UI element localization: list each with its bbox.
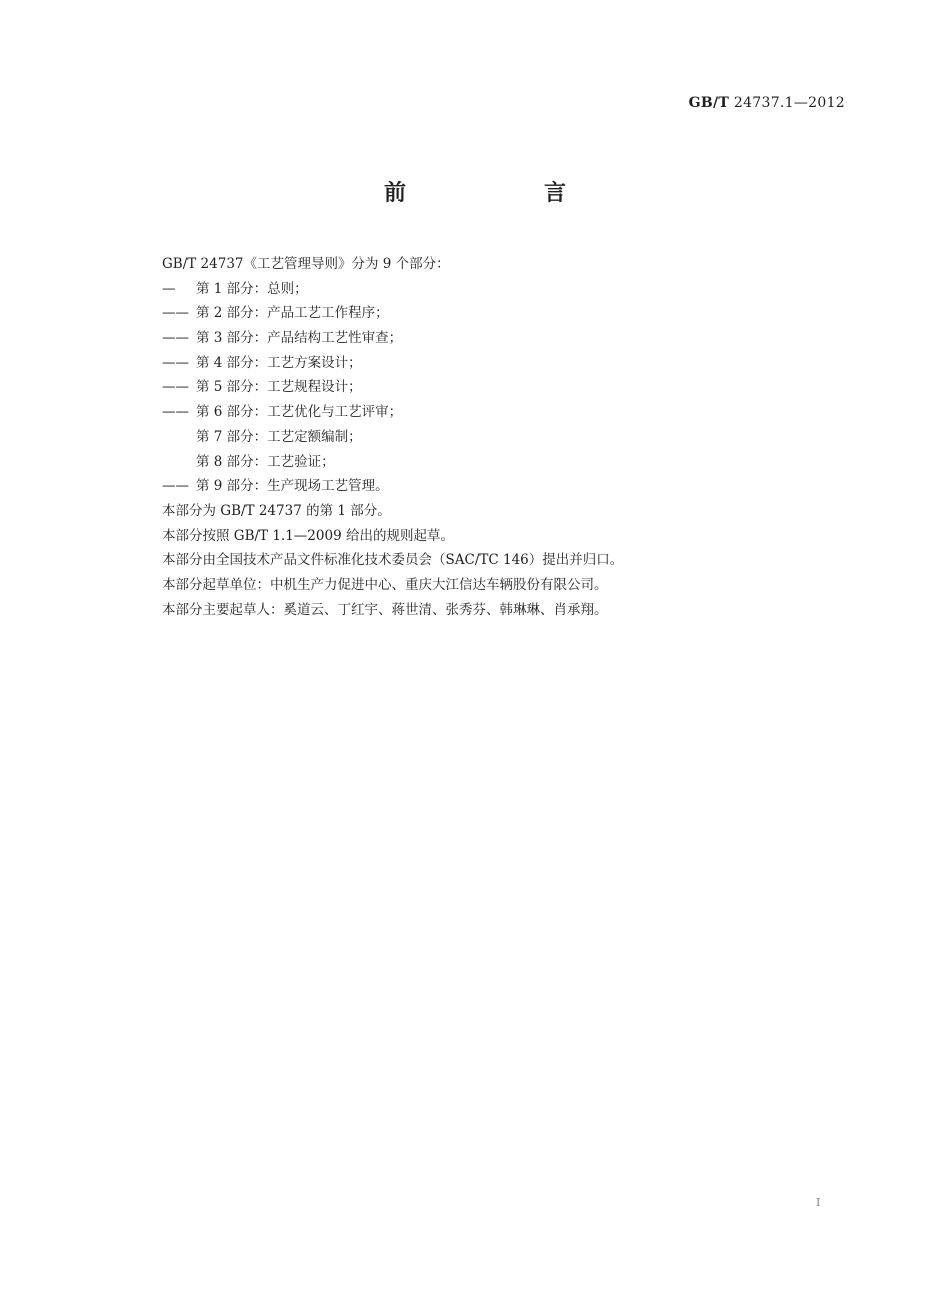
list-item-text: 第 1 部分：总则； [196,280,308,297]
list-item-text: 第 5 部分：工艺规程设计； [196,379,362,396]
statement-drafting-units: 本部分起草单位：中机生产力促进中心、重庆大江信达车辆股份有限公司。 [162,576,608,593]
list-dash: —— [162,330,189,347]
list-item [162,277,882,302]
list-dash: —— [162,379,189,396]
foreword-body [162,252,882,622]
list-item [162,474,882,499]
page-number: I [816,1196,821,1209]
list-item-text: 第 9 部分：生产现场工艺管理。 [196,478,389,495]
statement-drafters: 本部分主要起草人：奚道云、丁红宇、蒋世清、张秀芬、韩琳琳、肖承翔。 [162,601,608,618]
list-dash: —— [162,404,189,421]
list-item-text: 第 8 部分：工艺验证； [196,453,335,470]
statement-drafting-rules: 本部分按照 GB/T 1.1—2009 给出的规则起草。 [162,527,454,544]
standard-prefix: GB/T [688,95,730,111]
list-dash: —— [162,305,189,322]
list-item [162,375,882,400]
list-item-text: 第 2 部分：产品工艺工作程序； [196,305,389,322]
statement-proposer: 本部分由全国技术产品文件标准化技术委员会（SAC/TC 146）提出并归口。 [162,552,624,569]
page-title: 前 言 [383,181,624,206]
standard-code [0,95,845,111]
list-dash: — [162,280,176,297]
list-item-text: 第 4 部分：工艺方案设计； [196,354,362,371]
list-item [162,326,882,351]
statement-part-number: 本部分为 GB/T 24737 的第 1 部分。 [162,502,391,519]
list-item-text: 第 6 部分：工艺优化与工艺评审； [196,404,403,421]
list-item [162,301,882,326]
list-dash: —— [162,478,189,495]
list-item-text: 第 7 部分：工艺定额编制； [196,428,362,445]
intro-line: GB/T 24737《工艺管理导则》分为 9 个部分： [162,256,450,272]
list-item [162,400,882,425]
list-item [162,425,882,450]
list-dash: —— [162,354,189,371]
standard-number: 24737.1—2012 [733,95,845,111]
list-item [162,351,882,376]
list-item [162,450,882,475]
list-item-text: 第 3 部分：产品结构工艺性审查； [196,330,403,347]
